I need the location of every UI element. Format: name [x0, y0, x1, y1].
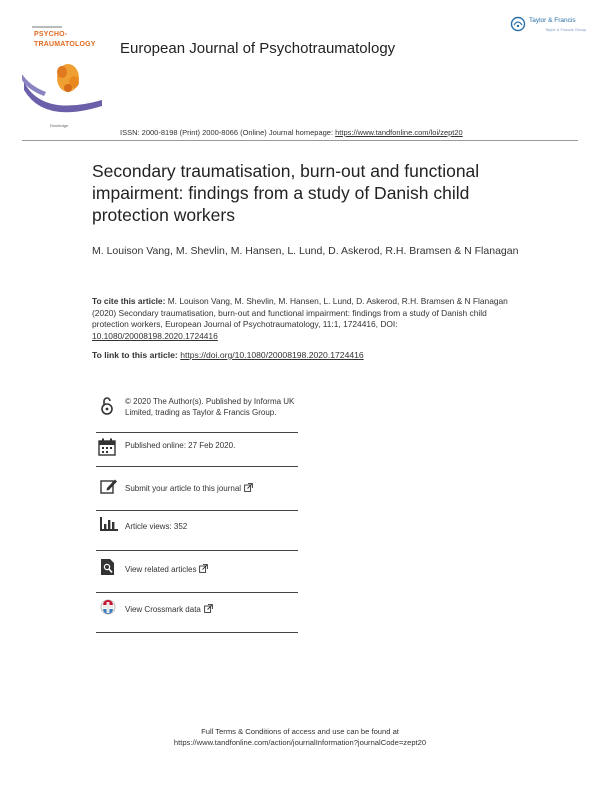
external-link-icon	[204, 604, 213, 613]
article-authors: M. Louison Vang, M. Shevlin, M. Hansen, L. Lund, D. Askerod, R.H. Bramsen & N Flanagan	[92, 245, 519, 257]
journal-homepage-link[interactable]: https://www.tandfonline.com/loi/zept20	[335, 128, 463, 137]
journal-name: European Journal of Psychotraumatology	[120, 40, 396, 57]
row-divider	[96, 550, 298, 551]
related-articles-label: View related articles	[125, 565, 197, 574]
crossmark-row[interactable]	[96, 598, 298, 638]
submit-article-link[interactable]	[125, 483, 300, 495]
footer-terms-link[interactable]: https://www.tandfonline.com/action/journalInformation?journalCode=zept20	[173, 738, 427, 747]
publisher-name: Taylor & Francis	[529, 17, 576, 24]
article-title: Secondary traumatisation, burn-out and functional impairment: findings from a study of Danish child protection workers	[92, 161, 480, 225]
license-row	[96, 394, 298, 438]
doi-link[interactable]: 10.1080/20008198.2020.1724416	[92, 330, 218, 341]
submit-article-label: Submit your article to this journal	[125, 484, 242, 493]
citation-block	[92, 296, 512, 342]
crossmark-label: View Crossmark data	[125, 605, 201, 614]
row-divider	[96, 510, 298, 511]
publisher-subtitle: Taylor & Francis Group	[545, 27, 586, 32]
journal-cover-image	[22, 22, 104, 134]
calendar-icon	[98, 438, 116, 456]
footer-terms-text: Full Terms & Conditions of access and use can be found at	[201, 727, 399, 736]
bar-chart-icon	[100, 517, 118, 531]
related-row[interactable]	[96, 556, 298, 596]
article-link-line	[92, 350, 364, 360]
external-link-icon	[244, 483, 253, 492]
crossmark-icon	[100, 599, 116, 617]
published-row	[96, 436, 298, 476]
row-divider	[96, 466, 298, 467]
published-date: Published online: 27 Feb 2020.	[125, 441, 236, 450]
cover-publisher-logo: Routledge	[50, 123, 69, 128]
header-divider	[22, 140, 578, 141]
external-link-icon	[199, 564, 208, 573]
edit-icon	[100, 478, 118, 494]
cover-title-line-1: PSYCHO-	[34, 31, 68, 38]
issn-text: ISSN: 2000-8198 (Print) 2000-8066 (Online) Journal homepage:	[120, 128, 336, 137]
citation-label: To cite this article:	[92, 296, 168, 306]
related-articles-link[interactable]	[125, 564, 300, 576]
cover-title-line-2: TRAUMATOLOGY	[34, 41, 96, 48]
issn-line	[120, 128, 463, 137]
submit-row[interactable]	[96, 476, 298, 516]
link-label: To link to this article:	[92, 350, 181, 360]
open-access-icon	[100, 396, 114, 416]
article-link[interactable]: https://doi.org/10.1080/20008198.2020.1724416	[180, 350, 364, 360]
row-divider	[96, 632, 298, 633]
article-views: Article views: 352	[125, 522, 188, 531]
row-divider	[96, 432, 298, 433]
row-divider	[96, 592, 298, 593]
views-row	[96, 514, 298, 554]
license-text: © 2020 The Author(s). Published by Informa UK Limited, trading as Taylor & Francis Group.	[125, 397, 295, 417]
citation-text: M. Louison Vang, M. Shevlin, M. Hansen, L. Lund, D. Askerod, R.H. Bramsen & N Flanagan (2020) Secondary traumatisation, burn-out and functional impairment: findings from a study of Danish child protection workers, European Journal of Psychotraumatology, 11:1, 1724416, DOI:	[92, 296, 508, 329]
crossmark-link[interactable]	[125, 604, 300, 616]
related-articles-icon	[100, 558, 116, 576]
